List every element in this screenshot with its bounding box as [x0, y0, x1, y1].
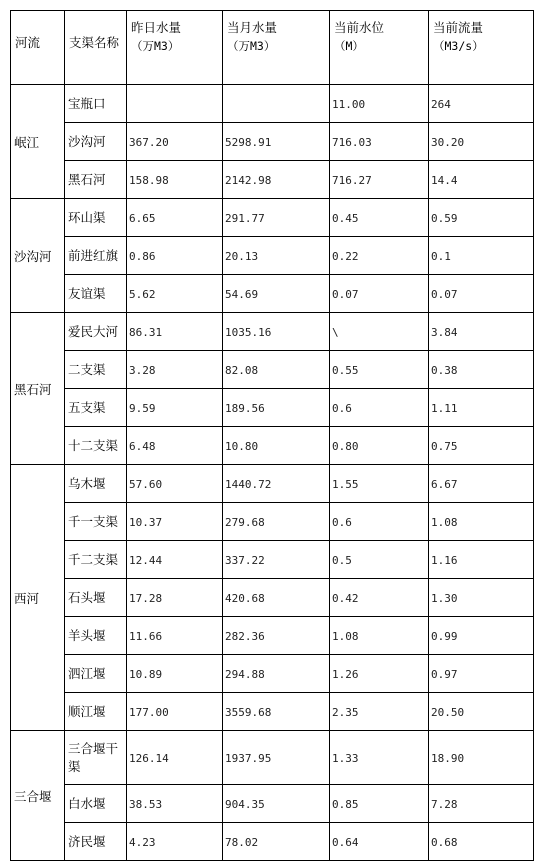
branch-name: 爱民大河 [65, 313, 127, 351]
table-row [11, 541, 534, 579]
table-row [11, 579, 534, 617]
flow-rate: 1.08 [429, 503, 534, 541]
month-volume: 1035.16 [223, 313, 330, 351]
month-volume: 54.69 [223, 275, 330, 313]
flow-rate: 6.67 [429, 465, 534, 503]
header-yesterday-label: 昨日水量 [131, 20, 182, 35]
flow-rate: 0.99 [429, 617, 534, 655]
table-row [11, 313, 534, 351]
water-level: 1.26 [330, 655, 429, 693]
yesterday-volume: 10.89 [127, 655, 223, 693]
yesterday-volume: 11.66 [127, 617, 223, 655]
header-river-label: 河流 [15, 35, 41, 50]
table-row [11, 731, 534, 785]
header-month [223, 11, 330, 85]
branch-name: 白水堰 [65, 785, 127, 823]
header-flow-label: 当前流量 [433, 20, 484, 35]
yesterday-volume: 9.59 [127, 389, 223, 427]
yesterday-volume: 38.53 [127, 785, 223, 823]
yesterday-volume: 10.37 [127, 503, 223, 541]
flow-rate: 7.28 [429, 785, 534, 823]
water-level: 716.27 [330, 161, 429, 199]
yesterday-volume: 4.23 [127, 823, 223, 861]
yesterday-volume: 158.98 [127, 161, 223, 199]
yesterday-volume: 6.48 [127, 427, 223, 465]
header-branch-label: 支渠名称 [69, 35, 120, 50]
branch-name: 济民堰 [65, 823, 127, 861]
flow-rate: 0.1 [429, 237, 534, 275]
header-level [330, 11, 429, 85]
yesterday-volume: 126.14 [127, 731, 223, 785]
water-level: 0.5 [330, 541, 429, 579]
month-volume: 5298.91 [223, 123, 330, 161]
river-name: 黑石河 [11, 313, 65, 465]
header-level-unit: （M） [334, 39, 364, 53]
river-name: 岷江 [11, 85, 65, 199]
header-flow-unit: （M3/s） [433, 39, 484, 53]
river-name: 沙沟河 [11, 199, 65, 313]
river-name: 三合堰 [11, 731, 65, 861]
month-volume: 1937.95 [223, 731, 330, 785]
month-volume: 3559.68 [223, 693, 330, 731]
yesterday-volume: 86.31 [127, 313, 223, 351]
water-level: 1.55 [330, 465, 429, 503]
flow-rate: 3.84 [429, 313, 534, 351]
month-volume: 78.02 [223, 823, 330, 861]
header-month-label: 当月水量 [227, 20, 278, 35]
river-name: 西河 [11, 465, 65, 731]
branch-name: 千一支渠 [65, 503, 127, 541]
yesterday-volume: 6.65 [127, 199, 223, 237]
flow-rate: 0.68 [429, 823, 534, 861]
header-yesterday-unit: （万M3） [131, 39, 180, 53]
month-volume: 294.88 [223, 655, 330, 693]
yesterday-volume [127, 85, 223, 123]
water-level: 0.55 [330, 351, 429, 389]
branch-name: 三合堰干渠 [65, 731, 127, 785]
branch-name: 沙沟河 [65, 123, 127, 161]
water-level: 716.03 [330, 123, 429, 161]
flow-rate: 18.90 [429, 731, 534, 785]
header-level-label: 当前水位 [334, 20, 385, 35]
table-row [11, 427, 534, 465]
month-volume: 337.22 [223, 541, 330, 579]
yesterday-volume: 57.60 [127, 465, 223, 503]
flow-rate: 20.50 [429, 693, 534, 731]
water-level: 0.80 [330, 427, 429, 465]
table-row [11, 503, 534, 541]
table-row [11, 123, 534, 161]
table-row [11, 237, 534, 275]
branch-name: 千二支渠 [65, 541, 127, 579]
branch-name: 宝瓶口 [65, 85, 127, 123]
water-data-table [10, 10, 534, 861]
flow-rate: 14.4 [429, 161, 534, 199]
flow-rate: 264 [429, 85, 534, 123]
branch-name: 黑石河 [65, 161, 127, 199]
month-volume: 1440.72 [223, 465, 330, 503]
water-level: 0.85 [330, 785, 429, 823]
table-row [11, 465, 534, 503]
header-month-unit: （万M3） [227, 39, 276, 53]
table-row [11, 693, 534, 731]
header-river [11, 11, 65, 85]
water-level: 0.45 [330, 199, 429, 237]
flow-rate: 30.20 [429, 123, 534, 161]
month-volume: 420.68 [223, 579, 330, 617]
month-volume: 2142.98 [223, 161, 330, 199]
header-yesterday [127, 11, 223, 85]
yesterday-volume: 17.28 [127, 579, 223, 617]
flow-rate: 1.16 [429, 541, 534, 579]
month-volume [223, 85, 330, 123]
table-row [11, 655, 534, 693]
month-volume: 20.13 [223, 237, 330, 275]
water-level: 0.6 [330, 503, 429, 541]
water-level: 2.35 [330, 693, 429, 731]
flow-rate: 0.75 [429, 427, 534, 465]
branch-name: 羊头堰 [65, 617, 127, 655]
header-row [11, 11, 534, 85]
month-volume: 82.08 [223, 351, 330, 389]
branch-name: 环山渠 [65, 199, 127, 237]
yesterday-volume: 12.44 [127, 541, 223, 579]
month-volume: 279.68 [223, 503, 330, 541]
header-flow [429, 11, 534, 85]
branch-name: 顺江堰 [65, 693, 127, 731]
water-level: 0.6 [330, 389, 429, 427]
branch-name: 五支渠 [65, 389, 127, 427]
yesterday-volume: 3.28 [127, 351, 223, 389]
branch-name: 前进红旗 [65, 237, 127, 275]
water-level: 0.07 [330, 275, 429, 313]
table-row [11, 823, 534, 861]
table-row [11, 785, 534, 823]
table-row [11, 617, 534, 655]
branch-name: 石头堰 [65, 579, 127, 617]
branch-name: 乌木堰 [65, 465, 127, 503]
month-volume: 10.80 [223, 427, 330, 465]
flow-rate: 0.97 [429, 655, 534, 693]
water-level: 0.22 [330, 237, 429, 275]
water-level: \ [330, 313, 429, 351]
branch-name: 友谊渠 [65, 275, 127, 313]
table-row [11, 85, 534, 123]
yesterday-volume: 177.00 [127, 693, 223, 731]
table-row [11, 161, 534, 199]
water-level: 0.64 [330, 823, 429, 861]
branch-name: 泗江堰 [65, 655, 127, 693]
flow-rate: 0.59 [429, 199, 534, 237]
month-volume: 282.36 [223, 617, 330, 655]
table-row [11, 351, 534, 389]
yesterday-volume: 367.20 [127, 123, 223, 161]
yesterday-volume: 5.62 [127, 275, 223, 313]
branch-name: 十二支渠 [65, 427, 127, 465]
table-row [11, 275, 534, 313]
flow-rate: 1.11 [429, 389, 534, 427]
flow-rate: 1.30 [429, 579, 534, 617]
yesterday-volume: 0.86 [127, 237, 223, 275]
water-level: 1.33 [330, 731, 429, 785]
water-level: 1.08 [330, 617, 429, 655]
month-volume: 189.56 [223, 389, 330, 427]
month-volume: 904.35 [223, 785, 330, 823]
table-row [11, 199, 534, 237]
water-level: 0.42 [330, 579, 429, 617]
branch-name: 二支渠 [65, 351, 127, 389]
month-volume: 291.77 [223, 199, 330, 237]
flow-rate: 0.07 [429, 275, 534, 313]
table-row [11, 389, 534, 427]
water-level: 11.00 [330, 85, 429, 123]
flow-rate: 0.38 [429, 351, 534, 389]
header-branch [65, 11, 127, 85]
